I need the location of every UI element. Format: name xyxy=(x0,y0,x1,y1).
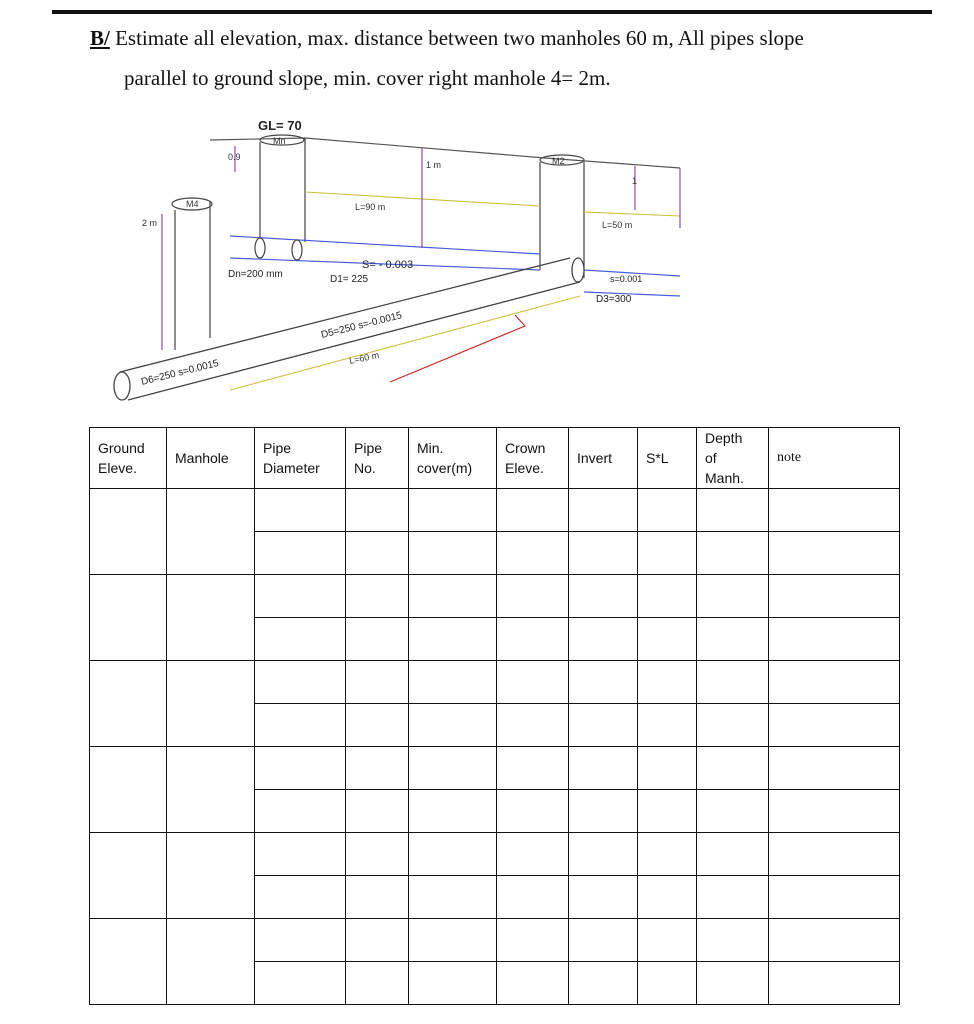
cell[interactable] xyxy=(769,962,900,1005)
cell[interactable] xyxy=(697,919,769,962)
header-crown-eleve: Crown Eleve. xyxy=(497,428,569,489)
header-ground-eleve: Ground Eleve. xyxy=(90,428,167,489)
header-min-cover: Min. cover(m) xyxy=(409,428,497,489)
cell[interactable] xyxy=(255,962,346,1005)
cell[interactable] xyxy=(569,618,638,661)
header-manhole: Manhole xyxy=(167,428,255,489)
cell[interactable] xyxy=(769,747,900,790)
cell[interactable] xyxy=(497,833,569,876)
cell[interactable] xyxy=(569,962,638,1005)
header-invert: Invert xyxy=(569,428,638,489)
cell[interactable] xyxy=(638,532,697,575)
m4-label: M4 xyxy=(186,199,199,209)
cell-ground[interactable] xyxy=(90,919,167,1005)
cell-manhole[interactable] xyxy=(167,489,255,575)
cell[interactable] xyxy=(409,790,497,833)
cell[interactable] xyxy=(255,661,346,704)
cell[interactable] xyxy=(497,532,569,575)
header-depth-of-manh: Depth of Manh. xyxy=(697,428,769,489)
pipe-main-end-left xyxy=(114,372,130,400)
cell[interactable] xyxy=(638,962,697,1005)
cell[interactable] xyxy=(769,833,900,876)
cell[interactable] xyxy=(638,618,697,661)
pipe-d1-end-a xyxy=(255,238,265,258)
cell[interactable] xyxy=(346,919,409,962)
dim-lines-purple xyxy=(162,146,680,350)
s3-label: s=0.001 xyxy=(610,274,643,284)
cell-ground[interactable] xyxy=(90,833,167,919)
header-sl: S*L xyxy=(638,428,697,489)
cell[interactable] xyxy=(697,704,769,747)
cell[interactable] xyxy=(569,532,638,575)
cell[interactable] xyxy=(346,532,409,575)
l90-label: L=90 m xyxy=(355,202,386,212)
question-text-1: Estimate all elevation, max. distance between two manholes 60 m, All pipes slope xyxy=(109,26,804,50)
gl-label: GL= 70 xyxy=(258,118,302,133)
cell[interactable] xyxy=(255,790,346,833)
cell[interactable] xyxy=(346,575,409,618)
cell-ground[interactable] xyxy=(90,747,167,833)
l60-label: L=60 m xyxy=(348,349,381,366)
header-pipe-no: Pipe No. xyxy=(346,428,409,489)
cell[interactable] xyxy=(409,833,497,876)
cell[interactable] xyxy=(569,833,638,876)
cell[interactable] xyxy=(255,919,346,962)
cell[interactable] xyxy=(569,704,638,747)
cell[interactable] xyxy=(638,489,697,532)
cell[interactable] xyxy=(569,575,638,618)
cell[interactable] xyxy=(497,790,569,833)
question-text-2: parallel to ground slope, min. cover right manhole 4= 2m. xyxy=(124,66,611,90)
header-pipe-diameter: Pipe Diameter xyxy=(255,428,346,489)
cell[interactable] xyxy=(769,489,900,532)
table-row xyxy=(90,575,900,618)
cell[interactable] xyxy=(497,876,569,919)
question-line-1 xyxy=(90,26,804,51)
cell[interactable] xyxy=(255,876,346,919)
cell[interactable] xyxy=(497,489,569,532)
cell[interactable] xyxy=(409,747,497,790)
cell[interactable] xyxy=(769,661,900,704)
table-row xyxy=(90,833,900,876)
cell[interactable] xyxy=(638,704,697,747)
sewer-network-diagram xyxy=(100,110,700,410)
pipe-d1-end-b xyxy=(292,240,302,260)
m2-label: M2 xyxy=(552,156,565,166)
cell[interactable] xyxy=(409,876,497,919)
d5-label: D5=250 s=-0.0015 xyxy=(320,310,404,341)
cell[interactable] xyxy=(638,575,697,618)
cell[interactable] xyxy=(346,661,409,704)
cell[interactable] xyxy=(497,575,569,618)
cell[interactable] xyxy=(697,962,769,1005)
cell[interactable] xyxy=(769,532,900,575)
cell[interactable] xyxy=(769,790,900,833)
cell-manhole[interactable] xyxy=(167,575,255,661)
pipe-main-end-right xyxy=(572,258,584,282)
table-row xyxy=(90,489,900,532)
question-label: B/ xyxy=(90,26,110,50)
dim-line-red xyxy=(390,315,525,382)
cell[interactable] xyxy=(346,489,409,532)
cell[interactable] xyxy=(497,747,569,790)
cell[interactable] xyxy=(497,661,569,704)
cell-manhole[interactable] xyxy=(167,747,255,833)
cell[interactable] xyxy=(409,919,497,962)
cell[interactable] xyxy=(697,532,769,575)
cell[interactable] xyxy=(697,661,769,704)
cell[interactable] xyxy=(409,575,497,618)
cell-ground[interactable] xyxy=(90,661,167,747)
cell[interactable] xyxy=(769,919,900,962)
cell-ground[interactable] xyxy=(90,575,167,661)
cell[interactable] xyxy=(697,876,769,919)
dn-label: Dn=200 mm xyxy=(228,269,283,280)
cell[interactable] xyxy=(346,747,409,790)
cell[interactable] xyxy=(569,661,638,704)
cell[interactable] xyxy=(638,876,697,919)
cell[interactable] xyxy=(638,747,697,790)
cell[interactable] xyxy=(769,618,900,661)
cell[interactable] xyxy=(638,661,697,704)
d6-label: D6=250 s=0.0015 xyxy=(140,358,220,388)
s1-label: S= - 0.003 xyxy=(362,259,414,271)
cell[interactable] xyxy=(697,790,769,833)
cell[interactable] xyxy=(569,747,638,790)
cell[interactable] xyxy=(346,704,409,747)
cell[interactable] xyxy=(569,489,638,532)
cell[interactable] xyxy=(409,489,497,532)
cell[interactable] xyxy=(638,919,697,962)
cell[interactable] xyxy=(255,618,346,661)
cell[interactable] xyxy=(638,790,697,833)
cell[interactable] xyxy=(346,790,409,833)
cell[interactable] xyxy=(697,833,769,876)
cell[interactable] xyxy=(409,618,497,661)
dim-1-label: 1 xyxy=(632,176,638,186)
table-row xyxy=(90,747,900,790)
cell[interactable] xyxy=(409,704,497,747)
cell-manhole[interactable] xyxy=(167,833,255,919)
table-row xyxy=(90,919,900,962)
cell[interactable] xyxy=(409,661,497,704)
header-note: note xyxy=(769,428,900,489)
l50-label: L=50 m xyxy=(602,220,633,230)
dim-2m-label: 2 m xyxy=(142,218,158,228)
cell[interactable] xyxy=(769,575,900,618)
cell[interactable] xyxy=(697,575,769,618)
cell[interactable] xyxy=(346,962,409,1005)
dim-1m-label: 1 m xyxy=(426,160,442,170)
cell[interactable] xyxy=(697,747,769,790)
cell[interactable] xyxy=(346,618,409,661)
top-rule xyxy=(52,10,932,14)
cell[interactable] xyxy=(569,919,638,962)
cell[interactable] xyxy=(569,876,638,919)
cell[interactable] xyxy=(497,962,569,1005)
cell[interactable] xyxy=(697,618,769,661)
cell[interactable] xyxy=(569,790,638,833)
cell[interactable] xyxy=(409,962,497,1005)
cell[interactable] xyxy=(255,575,346,618)
cell[interactable] xyxy=(769,876,900,919)
cell[interactable] xyxy=(255,833,346,876)
cell-manhole[interactable] xyxy=(167,919,255,1005)
cell[interactable] xyxy=(497,704,569,747)
cell[interactable] xyxy=(497,919,569,962)
manhole-m4 xyxy=(175,202,210,350)
d3-label: D3=300 xyxy=(596,294,632,305)
cell-manhole[interactable] xyxy=(167,661,255,747)
cell[interactable] xyxy=(697,489,769,532)
cell[interactable] xyxy=(346,833,409,876)
cell[interactable] xyxy=(255,704,346,747)
cell[interactable] xyxy=(497,618,569,661)
d1-label: D1= 225 xyxy=(330,274,369,285)
cell[interactable] xyxy=(255,532,346,575)
cell-ground[interactable] xyxy=(90,489,167,575)
table-header-row xyxy=(90,428,900,489)
elevation-table xyxy=(89,427,900,1005)
dim-09-label: 0.9 xyxy=(228,152,241,162)
mn-label: Mn xyxy=(273,136,286,146)
cell[interactable] xyxy=(409,532,497,575)
cell[interactable] xyxy=(255,747,346,790)
manhole-mn xyxy=(260,138,305,242)
cell[interactable] xyxy=(638,833,697,876)
cell[interactable] xyxy=(255,489,346,532)
table-row xyxy=(90,661,900,704)
cell[interactable] xyxy=(346,876,409,919)
cell[interactable] xyxy=(769,704,900,747)
